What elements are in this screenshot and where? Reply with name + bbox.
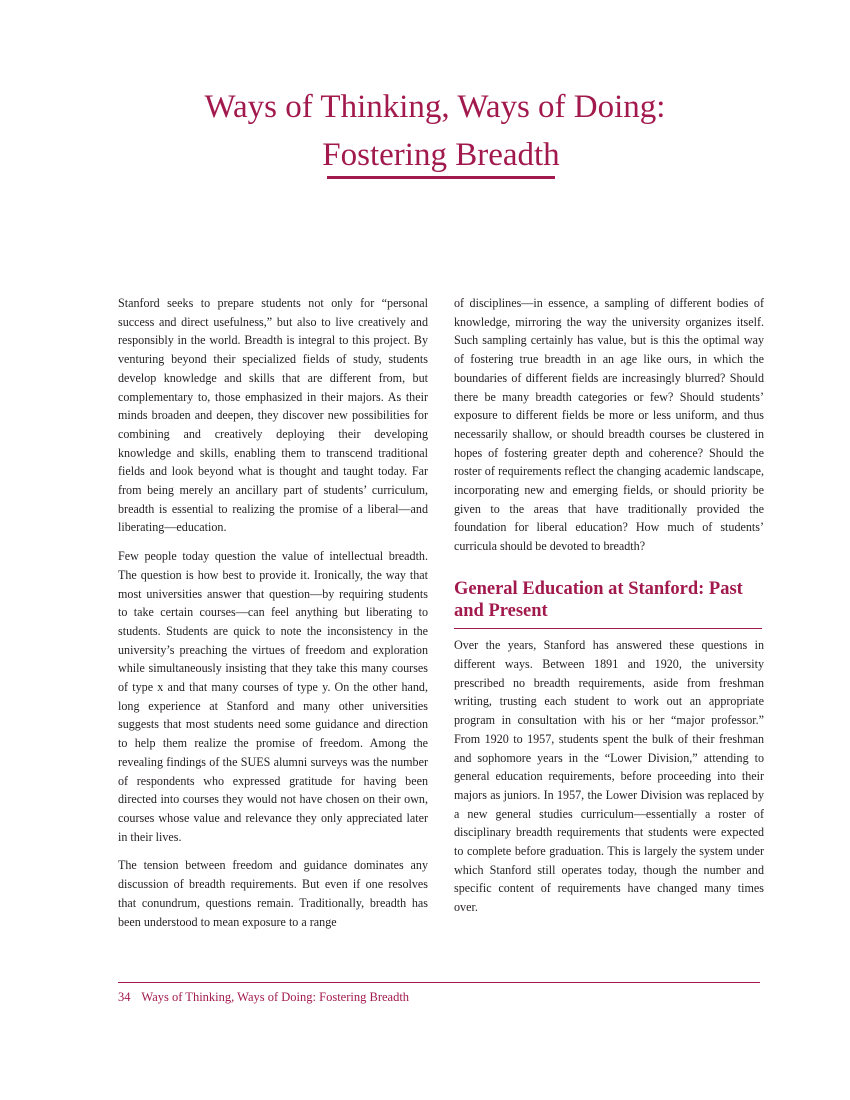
right-column xyxy=(454,294,764,927)
section-heading: General Education at Stanford: Past and Present xyxy=(454,578,743,621)
section-heading-rule xyxy=(454,628,762,630)
body-paragraph: The tension between freedom and guidance dominates any discussion of breadth requirements. But even if one resolves that conundrum, questions remain. Traditionally, breadth has been understood to mean exposure to a range xyxy=(118,858,428,929)
footer-rule xyxy=(118,982,760,983)
page-number: 34 xyxy=(118,990,131,1004)
body-paragraph: of disciplines—in essence, a sampling of different bodies of knowledge, mirroring the way the university organizes itself. Such sampling certainly has value, but is this the optimal way of fostering true breadth in an age like ours, in which the boundaries of different fields are increasingly blurred? Should there be many breadth categories or few? Should students’ exposure to different fields be more or less uniform, and thus necessarily shallow, or should breadth courses be clustered in hopes of fostering greater depth and coherence? Should the roster of requirements reflect the changing academic landscape, incorporating new and emerging fields, or should priority be given to the areas that have traditionally provided the foundation for liberal education? How much of students’ curricula should be devoted to breadth? xyxy=(454,296,764,554)
title-underline xyxy=(327,176,555,179)
page-title-line-2: Fostering Breadth xyxy=(322,137,560,173)
body-paragraph: Over the years, Stanford has answered these questions in different ways. Between 1891 and 1920, the university prescribed no breadth requirements, aside from freshman writing, trusting each student to work out an appropriate program in consultation with his or her “major professor.” From 1920 to 1957, students spent the bulk of their freshman and sophomore years in the “Lower Division,” attending to general education requirements, before proceeding into their majors as juniors. In 1957, the Lower Division was replaced by a new general studies curriculum—essentially a roster of disciplinary breadth requirements that students were expected to complete before graduation. This is largely the system under which Stanford still operates today, though the number and specific content of requirements have changed many times over. xyxy=(454,638,764,915)
page-title-line-1: Ways of Thinking, Ways of Doing: xyxy=(204,89,666,125)
page-footer xyxy=(118,990,409,1005)
body-paragraph: Few people today question the value of intellectual breadth. The question is how best to provide it. Ironically, the way that most universities answer that question—by requiring students to take certain courses—can feel anything but liberating to students. Students are quick to note the inconsistency in the university’s preaching the virtues of freedom and exploration while simultaneously insisting that they take this many courses of type x and that many courses of type y. On the other hand, long experience at Stanford and many other universities suggests that most students need some guidance and direction to help them realize the promise of freedom. Among the revealing findings of the SUES alumni surveys was the number of respondents who expressed gratitude for having been directed into courses they would not have chosen on their own, courses whose value and relevance they only appreciated later in their lives. xyxy=(118,549,428,844)
left-column xyxy=(118,294,428,941)
running-title: Ways of Thinking, Ways of Doing: Fostering Breadth xyxy=(141,990,410,1004)
body-paragraph: Stanford seeks to prepare students not only for “personal success and direct usefulness,” but also to live creatively and responsibly in the world. Breadth is integral to this project. By venturing beyond their specialized fields of study, students develop knowledge and skills that are different from, but complementary to, those emphasized in their majors. As their minds broaden and deepen, they discover new possibilities for combining and creatively deploying their developing knowledge and skills, enabling them to transcend traditional fields and look beyond what is thought and taught today. Far from being merely an ancillary part of students’ curriculum, breadth is essential to realizing the promise of a liberal—and liberating—education. xyxy=(118,296,428,535)
